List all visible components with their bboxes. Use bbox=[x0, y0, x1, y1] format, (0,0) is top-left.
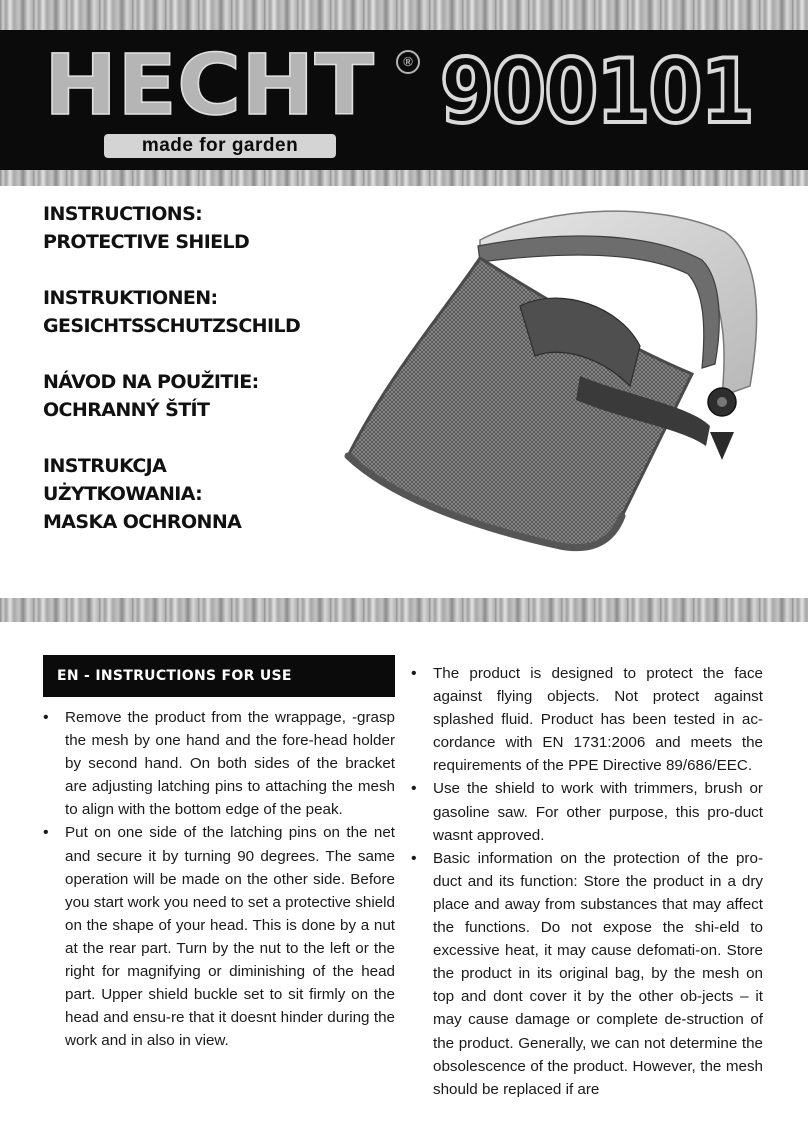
title-line: NÁVOD NA POUŽITIE: bbox=[43, 371, 259, 393]
registered-mark: ® bbox=[396, 50, 420, 74]
brushed-metal-strip-top bbox=[0, 0, 808, 30]
model-number: 900101 bbox=[440, 40, 753, 143]
hecht-logo bbox=[40, 44, 380, 124]
title-line: UŻYTKOWANIA: bbox=[43, 483, 203, 505]
title-group-de bbox=[43, 284, 363, 340]
brushed-metal-strip-upper bbox=[0, 170, 808, 186]
instructions-left-column bbox=[65, 706, 395, 1052]
section-heading: EN - INSTRUCTIONS FOR USE bbox=[43, 655, 395, 697]
instruction-item: • The product is designed to protect the face against flying objects. Not protect against splashed fluid. Product has been tested in ac-cordance with EN 1731:2006 and meets the requirements of the PPE Directive 89/686/EEC. bbox=[433, 662, 763, 777]
title-line: OCHRANNÝ ŠTÍT bbox=[43, 399, 210, 421]
brushed-metal-strip-lower bbox=[0, 598, 808, 622]
instruction-item: • Remove the product from the wrappage, -grasp the mesh by one hand and the fore-head holder by second hand. On both sides of the bracket are adjusting latching pins to attaching the mesh to align with the bottom edge of the peak. bbox=[65, 706, 395, 821]
title-line: INSTRUCTIONS: bbox=[43, 203, 203, 225]
instructions-right-column bbox=[433, 662, 763, 1101]
document-titles bbox=[43, 200, 363, 564]
title-line: GESICHTSSCHUTZSCHILD bbox=[43, 315, 301, 337]
title-group-en bbox=[43, 200, 363, 256]
instruction-item: • Use the shield to work with trimmers, brush or gasoline saw. For other purpose, this pro-duct wasnt approved. bbox=[433, 777, 763, 846]
brand-name: HECHT bbox=[44, 44, 374, 124]
title-line: INSTRUKTIONEN: bbox=[43, 287, 218, 309]
protective-face-shield-illustration bbox=[330, 196, 780, 576]
instruction-item: • Basic information on the protection of the pro-duct and its function: Store the product in a dry place and away from substances that may affect the functions. Do not expose the shi-eld to excessive heat, it may cause defomati-on. Store the product in its original bag, by the mesh on top and dont cover it by the other ob-jects – it may cause damage or complete de-struction of the product. Generally, we can not determine the obsolescence of the product. However, the mesh should be replaced if are bbox=[433, 847, 763, 1101]
brand-tagline: made for garden bbox=[104, 134, 336, 158]
title-group-pl bbox=[43, 452, 363, 536]
title-line: INSTRUKCJA bbox=[43, 455, 167, 477]
instruction-item: • Put on one side of the latching pins on the net and secure it by turning 90 degrees. The same operation will be made on the other side. Before you start work you need to set a protective shield on the shape of your head. This is done by a nut at the rear part. Turn by the nut to the left or the right for magnifying or diminishing of the head part. Upper shield buckle set to sit firmly on the head and ensu-re that it doesnt hinder during the work and in also in view. bbox=[65, 821, 395, 1052]
title-line: PROTECTIVE SHIELD bbox=[43, 231, 250, 253]
title-group-sk bbox=[43, 368, 363, 424]
title-line: MASKA OCHRONNA bbox=[43, 511, 242, 533]
